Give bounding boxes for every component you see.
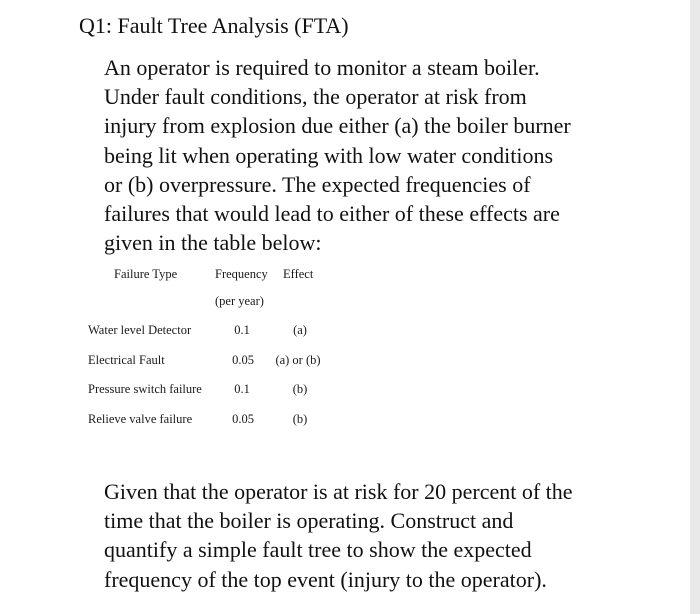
table-row-effect: (a) or (b) [275,353,321,367]
table-row-frequency: 0.1 [234,382,250,396]
closing-line: Given that the operator is at risk for 20 percent of the [104,479,573,504]
table-row-effect: (a) [293,323,307,337]
closing-line: time that the boiler is operating. Construct and [104,508,514,534]
table-row-failure-type: Water level Detector [88,323,192,337]
intro-line: An operator is required to monitor a steam boiler. [104,55,540,80]
intro-line: Under fault conditions, the operator at risk from [104,84,527,110]
header-frequency-unit: (per year) [215,294,264,308]
closing-line: quantify a simple fault tree to show the expected [104,537,532,563]
table-row-failure-type: Relieve valve failure [88,412,193,426]
closing-paragraph [104,477,634,594]
header-frequency: Frequency [215,267,268,281]
table-row-frequency: 0.05 [232,353,254,367]
intro-line: given in the table below: [104,230,322,256]
intro-line: failures that would lead to either of these effects are [104,201,560,227]
closing-line: frequency of the top event (injury to the operator). [104,566,547,592]
table-row-failure-type: Electrical Fault [88,353,165,367]
table-row-effect: (b) [292,412,308,426]
intro-line: or (b) overpressure. The expected frequencies of [104,171,531,197]
header-effect: Effect [283,267,314,281]
intro-line: injury from explosion due either (a) the boiler burner [104,113,571,139]
table-row-failure-type: Pressure switch failure [88,382,202,396]
intro-line: being lit when operating with low water conditions [104,142,554,168]
intro-paragraph [104,53,634,257]
page-edge-strip [690,0,700,614]
table-row-frequency: 0.1 [234,323,250,337]
table-row-effect: (b) [292,382,308,396]
header-failure-type: Failure Type [114,267,178,281]
table-row-frequency: 0.05 [232,412,254,426]
question-title: Q1: Fault Tree Analysis (FTA) [79,13,349,38]
